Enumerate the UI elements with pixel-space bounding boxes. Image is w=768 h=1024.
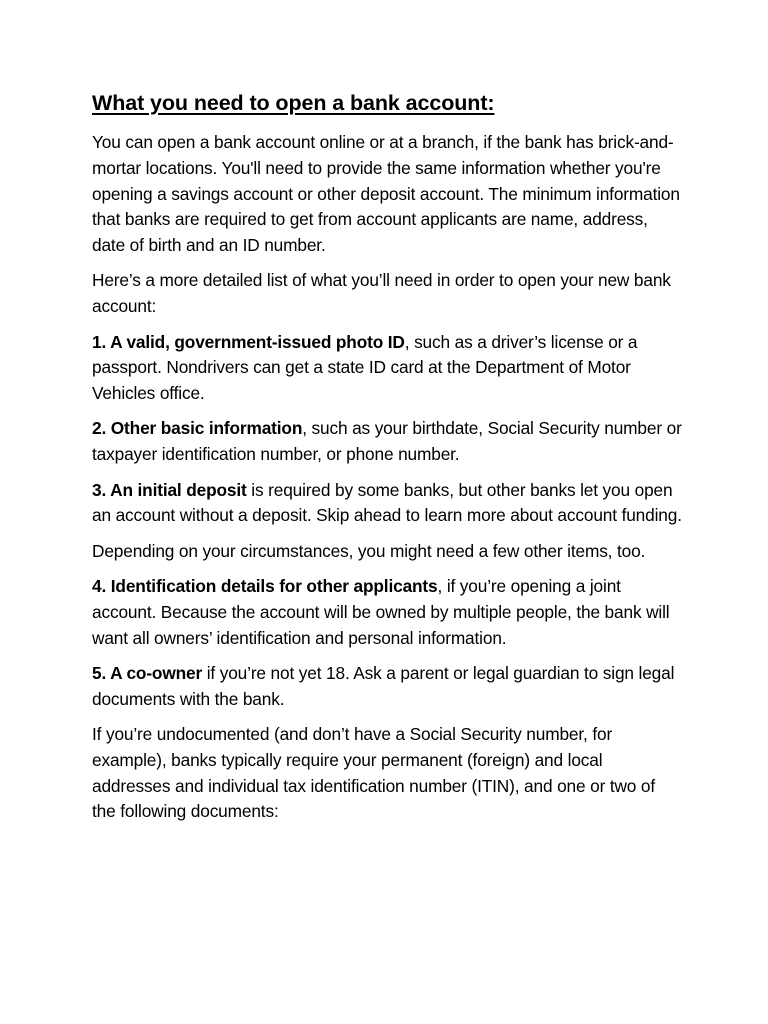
requirement-item-5-text: if you’re not yet 18. Ask a parent or legal guardian to sign legal documents with the bank. <box>92 662 675 709</box>
intro-paragraph: You can open a bank account online or at a branch, if the bank has brick-and-mortar locations. You'll need to provide the same information whether you're opening a savings account or other deposit account. The minimum information that banks are required to get from account applicants are name, address, date of birth and an ID number. <box>92 132 680 256</box>
requirement-item-4 <box>92 574 682 651</box>
requirement-item-3-text: is required by some banks, but other banks let you open an account without a deposit. Skip ahead to learn more about account funding. <box>92 479 682 526</box>
requirement-item-1-text: , such as a driver’s license or a passport. Nondrivers can get a state ID card at the Department of Motor Vehicles office. <box>92 331 638 404</box>
requirement-item-2 <box>92 416 682 468</box>
list-intro-paragraph: Here’s a more detailed list of what you’ll need in order to open your new bank account: <box>92 270 671 317</box>
requirement-item-3-lead: 3. An initial deposit <box>92 479 247 500</box>
requirement-item-3 <box>92 478 682 530</box>
document-page <box>92 88 682 835</box>
undocumented-paragraph: If you’re undocumented (and don’t have a Social Security number, for example), banks typically require your permanent (foreign) and local addresses and individual tax identification number (ITIN), and one or two of the following documents: <box>92 723 656 822</box>
requirement-item-4-text: , if you’re opening a joint account. Because the account will be owned by multiple people, the bank will want all owners’ identification and personal information. <box>92 575 670 648</box>
requirement-item-2-text: , such as your birthdate, Social Security number or taxpayer identification number, or phone number. <box>92 418 682 465</box>
page-title: What you need to open a bank account: <box>92 91 495 115</box>
circumstances-paragraph: Depending on your circumstances, you might need a few other items, too. <box>92 540 646 561</box>
requirement-item-1-lead: 1. A valid, government-issued photo ID <box>92 331 405 352</box>
requirement-item-5-lead: 5. A co-owner <box>92 662 203 683</box>
requirement-item-2-lead: 2. Other basic information <box>92 418 303 439</box>
requirement-item-4-lead: 4. Identification details for other applicants <box>92 575 438 596</box>
requirement-item-1 <box>92 330 682 407</box>
requirement-item-5 <box>92 661 682 713</box>
